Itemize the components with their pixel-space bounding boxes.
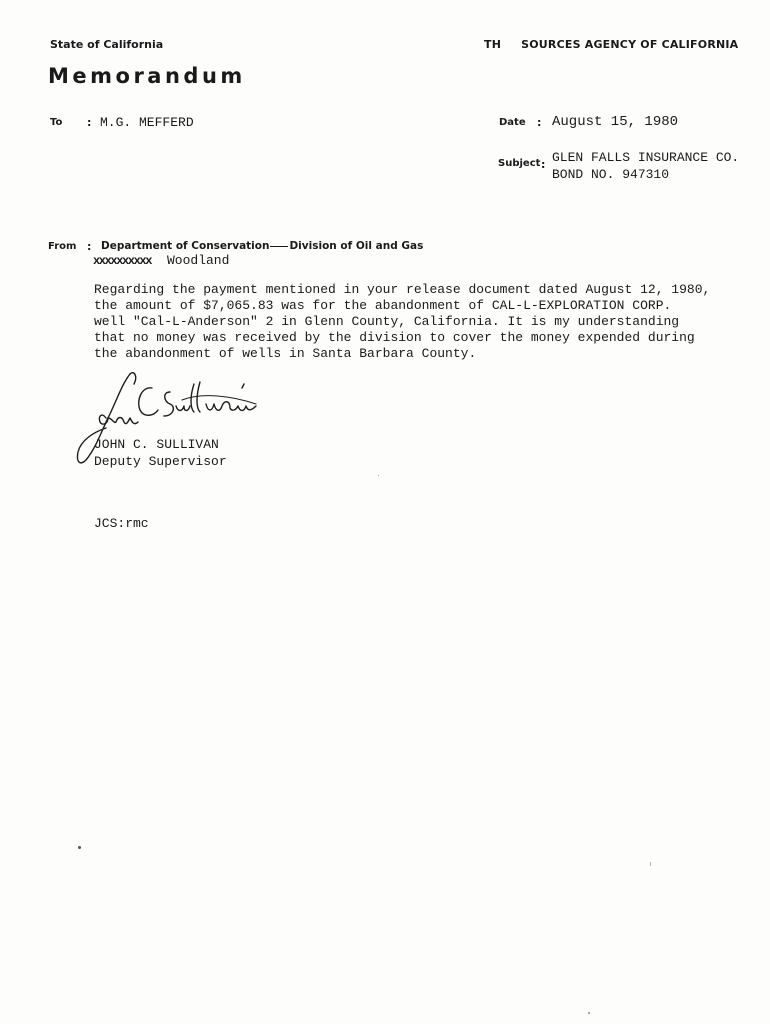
to-label: To [50,117,63,128]
signer-title: Deputy Supervisor [94,454,227,469]
subject-label: Subject [498,158,541,169]
body-line: the amount of $7,065.83 was for the abandonment of CAL-L-EXPLORATION CORP. [94,298,672,313]
agency-header [484,38,738,51]
body-line: the abandonment of wells in Santa Barbara County. [94,346,477,361]
from-colon: : [87,240,92,253]
from-label: From [48,241,77,252]
agency-header-right: SOURCES AGENCY OF CALIFORNIA [521,38,739,51]
body-line: Regarding the payment mentioned in your release document dated August 12, 1980, [94,282,711,297]
from-location: Woodland [167,253,230,268]
date-value: August 15, 1980 [552,114,679,130]
typist-initials: JCS:rmc [94,516,149,531]
struck-out-text: xxxxxxxxxx [93,254,152,268]
body-line: that no money was received by the division to cover the money expended during [94,330,695,345]
body-line: well "Cal-L-Anderson" 2 in Glenn County, California. It is my understanding [94,314,680,329]
from-division-name: Division of Oil and Gas [289,240,424,252]
to-recipient: M.G. MEFFERD [100,115,194,130]
subject-colon: : [541,158,546,171]
scan-speck [78,846,81,849]
from-department-name: Department of Conservation [101,240,270,252]
state-of-california-label: State of California [50,38,164,51]
signer-name: JOHN C. SULLIVAN [94,437,219,452]
memorandum-title: Memorandum [48,64,246,88]
to-colon: : [87,116,92,129]
from-department [101,240,423,252]
subject-line-1: GLEN FALLS INSURANCE CO. [552,150,740,165]
scan-speck [378,475,379,476]
agency-header-left: TH [484,38,502,51]
date-colon: : [537,116,542,129]
date-label: Date [499,117,526,128]
subject-line-2: BOND NO. 947310 [552,167,670,182]
scan-speck [588,1012,590,1014]
scan-speck [650,862,651,866]
em-dash [270,246,288,247]
